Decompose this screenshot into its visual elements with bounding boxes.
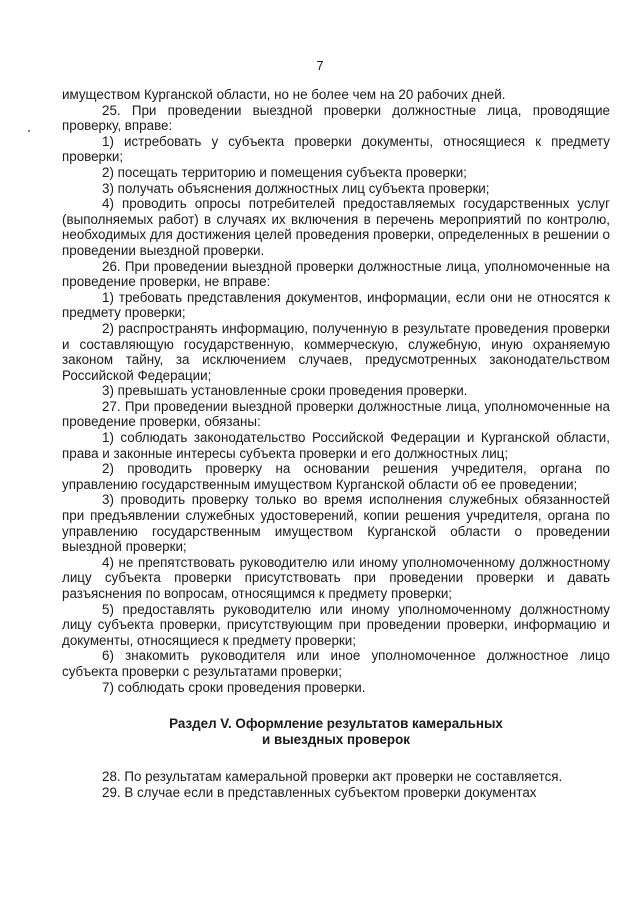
paragraph: 2) посещать территорию и помещения субъекта проверки;	[102, 164, 467, 180]
paragraph-list-after	[62, 769, 610, 800]
paragraph: 6) знакомить руководителя или иное уполномоченное должностное лицо субъекта проверки с результатами проверки;	[62, 648, 610, 679]
paragraph: 2) проводить проверку на основании решения учредителя, органа по управлению государственным имуществом Курганской области об ее проведении;	[62, 461, 610, 492]
paragraph: 3) проводить проверку только во время исполнения служебных обязанностей при предъявлении служебных удостоверений, копии решения учредителя, органа по управлению государственным имуществом Курганской области о проведении выездной проверки;	[62, 492, 610, 555]
paragraph: 28. По результатам камеральной проверки акт проверки не составляется.	[102, 769, 563, 785]
page-number: 7	[316, 58, 324, 73]
paragraph: 26. При проведении выездной проверки должностные лица, уполномоченные на проведение проверки, не вправе:	[62, 258, 610, 290]
paragraph: 1) требовать представления документов, информации, если они не относятся к предмету проверки;	[62, 289, 610, 321]
paragraph-list	[62, 87, 610, 695]
section-heading-line-2: и выездных проверок	[262, 731, 410, 747]
paragraph: 4) не препятствовать руководителю или иному уполномоченному должностному лицу субъекта проверки присутствовать при проведении проверки и давать разъяснения по вопросам, относящимся к предмету проверки;	[62, 554, 610, 601]
document-body	[62, 87, 610, 801]
paragraph: 25. При проведении выездной проверки должностные лица, проводящие проверку, вправе:	[62, 102, 610, 134]
paragraph: 1) истребовать у субъекта проверки документы, относящиеся к предмету проверки;	[62, 133, 610, 165]
paragraph: 2) распространять информацию, полученную в результате проведения проверки и составляющую государственную, коммерческую, служебную, иную охраняемую законом тайну, за исключением случаев, предусмотренных законодательством Российской Федерации;	[62, 320, 610, 383]
paragraph: 3) получать объяснения должностных лиц субъекта проверки;	[102, 180, 490, 196]
paragraph: имуществом Курганской области, но не более чем на 20 рабочих дней.	[62, 87, 506, 102]
paragraph: 3) превышать установленные сроки проведения проверки.	[102, 383, 468, 399]
paragraph: 1) соблюдать законодательство Российской Федерации и Курганской области, права и законные интересы субъекта проверки и его должностных лиц;	[62, 430, 610, 461]
paragraph: 27. При проведении выездной проверки должностные лица, уполномоченные на проведение проверки, обязаны:	[62, 398, 610, 430]
section-heading	[62, 716, 610, 747]
section-heading-line-1: Раздел V. Оформление результатов камеральных	[169, 716, 503, 732]
paragraph: 7) соблюдать сроки проведения проверки.	[102, 679, 366, 695]
paragraph: 5) предоставлять руководителю или иному уполномоченному должностному лицу субъекта проверки, присутствующим при проведении проверки, информацию и документы, относящиеся к предмету проверки;	[62, 601, 610, 648]
paragraph: 4) проводить опросы потребителей предоставляемых государственных услуг (выполняемых работ) в случаях их включения в перечень мероприятий по контролю, необходимых для достижения целей проведения проверки, определенных в решении о проведении выездной проверки.	[62, 196, 610, 258]
paragraph: 29. В случае если в представленных субъектом проверки документах	[102, 784, 537, 800]
margin-mark	[28, 130, 30, 132]
